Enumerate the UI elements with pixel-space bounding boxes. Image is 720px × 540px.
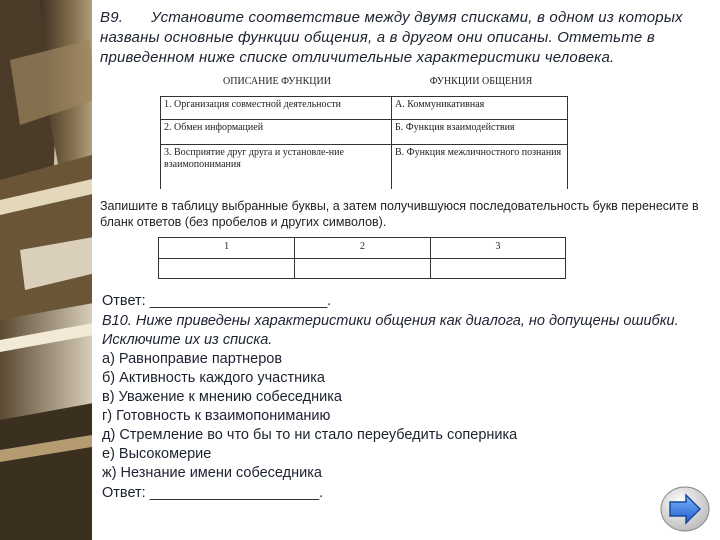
question-b9 — [100, 8, 700, 68]
question-b9-number: В9. — [100, 9, 124, 26]
matching-table — [160, 74, 568, 189]
row-description: 3. Восприятие друг друга и установле-ние взаимопонимания — [164, 147, 344, 170]
list-item: ж) Незнание имени собеседника — [102, 465, 322, 481]
answer-line-b9: Ответ: ______________________. — [102, 293, 332, 309]
header-functions: ФУНКЦИИ ОБЩЕНИЯ — [429, 76, 533, 87]
row-description: 1. Организация совместной деятельности — [164, 99, 341, 110]
options-list — [102, 350, 517, 483]
answer-cell-2[interactable] — [294, 259, 429, 279]
next-slide-button[interactable] — [659, 485, 711, 533]
answer-cell-3[interactable] — [430, 259, 565, 279]
answer-col-2: 2 — [294, 238, 429, 258]
arrow-right-icon — [659, 485, 711, 533]
list-item: г) Готовность к взаимопониманию — [102, 408, 331, 424]
list-item: а) Равноправие партнеров — [102, 351, 283, 367]
answer-table — [158, 237, 566, 279]
table-row — [160, 96, 568, 119]
question-b9-text: Установите соответствие между двумя списками, в одном из которых названы основные функции общения, а в другом они описаны. Отметьте в приведенном ниже списке отличительные характеристики человека. — [100, 9, 683, 66]
list-item: е) Высокомерие — [102, 446, 212, 462]
instruction-text: Запишите в таблицу выбранные буквы, а затем получившуюся последовательность букв перенесите в бланк ответов (без пробелов и других символов). — [100, 199, 699, 229]
table-row — [160, 119, 568, 144]
answer-table-input-row — [159, 258, 565, 279]
list-item: в) Уважение к мнению собеседника — [102, 389, 342, 405]
row-function: А. Коммуникативная — [395, 99, 485, 110]
answer-cell-1[interactable] — [159, 259, 294, 279]
row-description: 2. Обмен информацией — [164, 122, 264, 133]
answer-col-3: 3 — [430, 238, 565, 258]
answer-col-1: 1 — [224, 241, 230, 252]
table-row — [160, 144, 568, 189]
list-item: д) Стремление во что бы то ни стало переубедить соперника — [102, 427, 518, 443]
answer-table-header — [159, 238, 565, 258]
row-function: Б. Функция взаимодействия — [395, 122, 515, 133]
header-description: ОПИСАНИЕ ФУНКЦИИ — [223, 76, 331, 87]
row-function: В. Функция межличностного познания — [395, 147, 562, 158]
matching-table-header — [160, 74, 568, 96]
list-item: б) Активность каждого участника — [102, 370, 325, 386]
answer-line-b10: Ответ: _____________________. — [102, 485, 324, 501]
question-b10: В10. Ниже приведены характеристики общения как диалога, но допущены ошибки. Исключите их из списка. — [102, 313, 679, 348]
